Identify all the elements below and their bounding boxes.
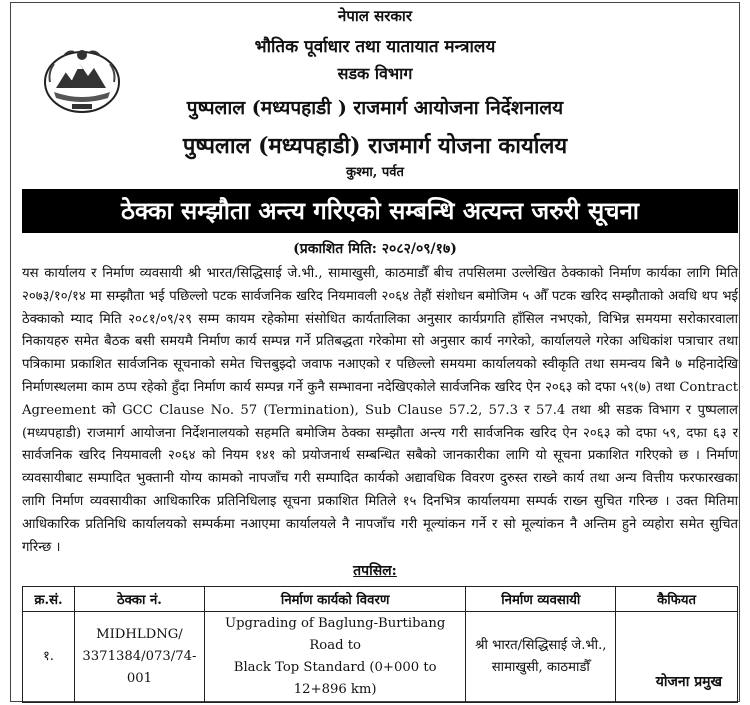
- header-remarks: कैफियत: [616, 587, 738, 612]
- table-header-row: [23, 587, 738, 612]
- description-line1: Upgrading of Baglung-Burtibang Road to: [225, 616, 446, 653]
- header-serial: क्र.सं.: [23, 587, 75, 612]
- contractor-line1: श्री भारत/सिद्धिसाई जे.भी.,: [475, 638, 607, 653]
- table-row: [23, 612, 738, 703]
- notice-title-banner: ठेक्का सम्झौता अन्त्य गरिएको सम्बन्धि अत्यन्त जरुरी सूचना: [22, 189, 738, 233]
- cell-serial: १.: [23, 612, 75, 703]
- contract-no-line2: 3371384/073/74-001: [82, 649, 197, 686]
- cell-work-description: [204, 612, 466, 703]
- cell-contract-no: [74, 612, 204, 703]
- contract-no-line1: MIDHLDNG/: [96, 627, 183, 642]
- header-work-description: निर्माण कार्यको विवरण: [204, 587, 466, 612]
- published-date: (प्रकाशित मिति: २०८२/०९/१७): [293, 241, 457, 257]
- contract-table: [22, 586, 738, 703]
- directorate-title: पुष्पलाल (मध्यपहाडी ) राजमार्ग आयोजना निर्देशनालय: [186, 97, 564, 119]
- government-title: नेपाल सरकार: [338, 7, 412, 25]
- signature-title: योजना प्रमुख: [655, 674, 722, 690]
- cell-contractor: [466, 612, 616, 703]
- contractor-line2: सामाखुसी, काठमाडौँ: [491, 660, 590, 675]
- office-location: कुश्मा, पर्वत: [346, 165, 404, 180]
- department-title: सडक विभाग: [337, 64, 413, 83]
- ministry-title: भौतिक पूर्वाधार तथा यातायात मन्त्रालय: [254, 37, 496, 57]
- office-title: पुष्पलाल (मध्यपहाडी) राजमार्ग योजना कार्यालय: [182, 133, 568, 159]
- header-contractor: निर्माण व्यवसायी: [466, 587, 616, 612]
- schedule-heading: तपसिल:: [353, 563, 397, 579]
- description-line2: Black Top Standard (0+000 to 12+896 km): [233, 660, 437, 697]
- header-contract-no: ठेक्का नं.: [74, 587, 204, 612]
- notice-body: यस कार्यालय र निर्माण व्यवसायी श्री भारत/सिद्धिसाई जे.भी., सामाखुसी, काठमाडौँ बीच तपसिलमा उल्लेखित ठेक्काको निर्माण कार्यका लागि मिति २०७३/१०/१४ मा सम्झौता भई पछिल्लो पटक सार्वजनिक खरिद नियमावली २०६४ तेहौं संशोधन बमोजिम ५ औँ पटक खरिद सम्झौताको अवधि थप भई ठेक्काको म्याद मिति २०८१/०९/२९ सम्म कायम रहेकोमा संसोधित कार्यतालिका अनुसार कार्यप्रगति हाँसिल नभएको, विभिन्न समयमा सरोकारवाला निकायहरु समेत बैठक बसी समयमै निर्माण कार्य सम्पन्न गर्ने प्रतिबद्धता गरेकोमा सो अनुसार कार्य नगरेको, कार्यालयले गरेका अधिकांश पत्राचार तथा पत्रिकामा प्रकाशित सार्वजनिक सूचनाको समेत चित्तबुझ्दो जवाफ नआएको र पछिल्लो समयमा कार्यालयको स्वीकृति तथा समन्वय बिनै ७ महिनादेखि निर्माणस्थलमा काम ठप्प रहेको हुँदा निर्माण कार्य सम्पन्न गर्ने कुनै सम्भावना नदेखिएकोले सार्वजनिक खरिद ऐन २०६३ को दफा ५९(७) तथा Contract Agreement को GCC Clause No. 57 (Termination), Sub Clause 57.2, 57.3 र 57.4 तथा श्री सडक विभाग र पुष्पलाल (मध्यपहाडी) राजमार्ग आयोजना निर्देशनालयको सहमति बमोजिम ठेक्का सम्झौता अन्त्य गरी सार्वजनिक खरिद ऐन २०६३ को दफा ५९, दफा ६३ र सार्वजनिक खरिद नियमावली २०६४ को नियम १४१ को प्रयोजनार्थ सम्बन्धित सबैको जानकारीका लागि यो सूचना प्रकाशित गरिएको छ । निर्माण व्यवसायीबाट सम्पादित भुक्तानी योग्य कामको नापजाँच गरी सम्पादित कार्यको अद्यावधिक विवरण दुरुस्त राख्ने कार्य तथा अन्य वित्तीय फरफारखका लागि निर्माण व्यवसायीका आधिकारिक प्रतिनिधिलाइ सूचना प्रकाशित मितिले १५ दिनभित्र कार्यालयमा सम्पर्क राख्न सुचित गरिन्छ । उक्त मितिमा आधिकारिक प्रतिनिधि कार्यालयको सम्पर्कमा नआएमा कार्यालयले नै नापजाँच गरी मूल्यांकन गर्ने र सो मूल्यांकन नै अन्तिम हुने व्यहोरा समेत सुचित गरिन्छ ।: [22, 266, 738, 555]
